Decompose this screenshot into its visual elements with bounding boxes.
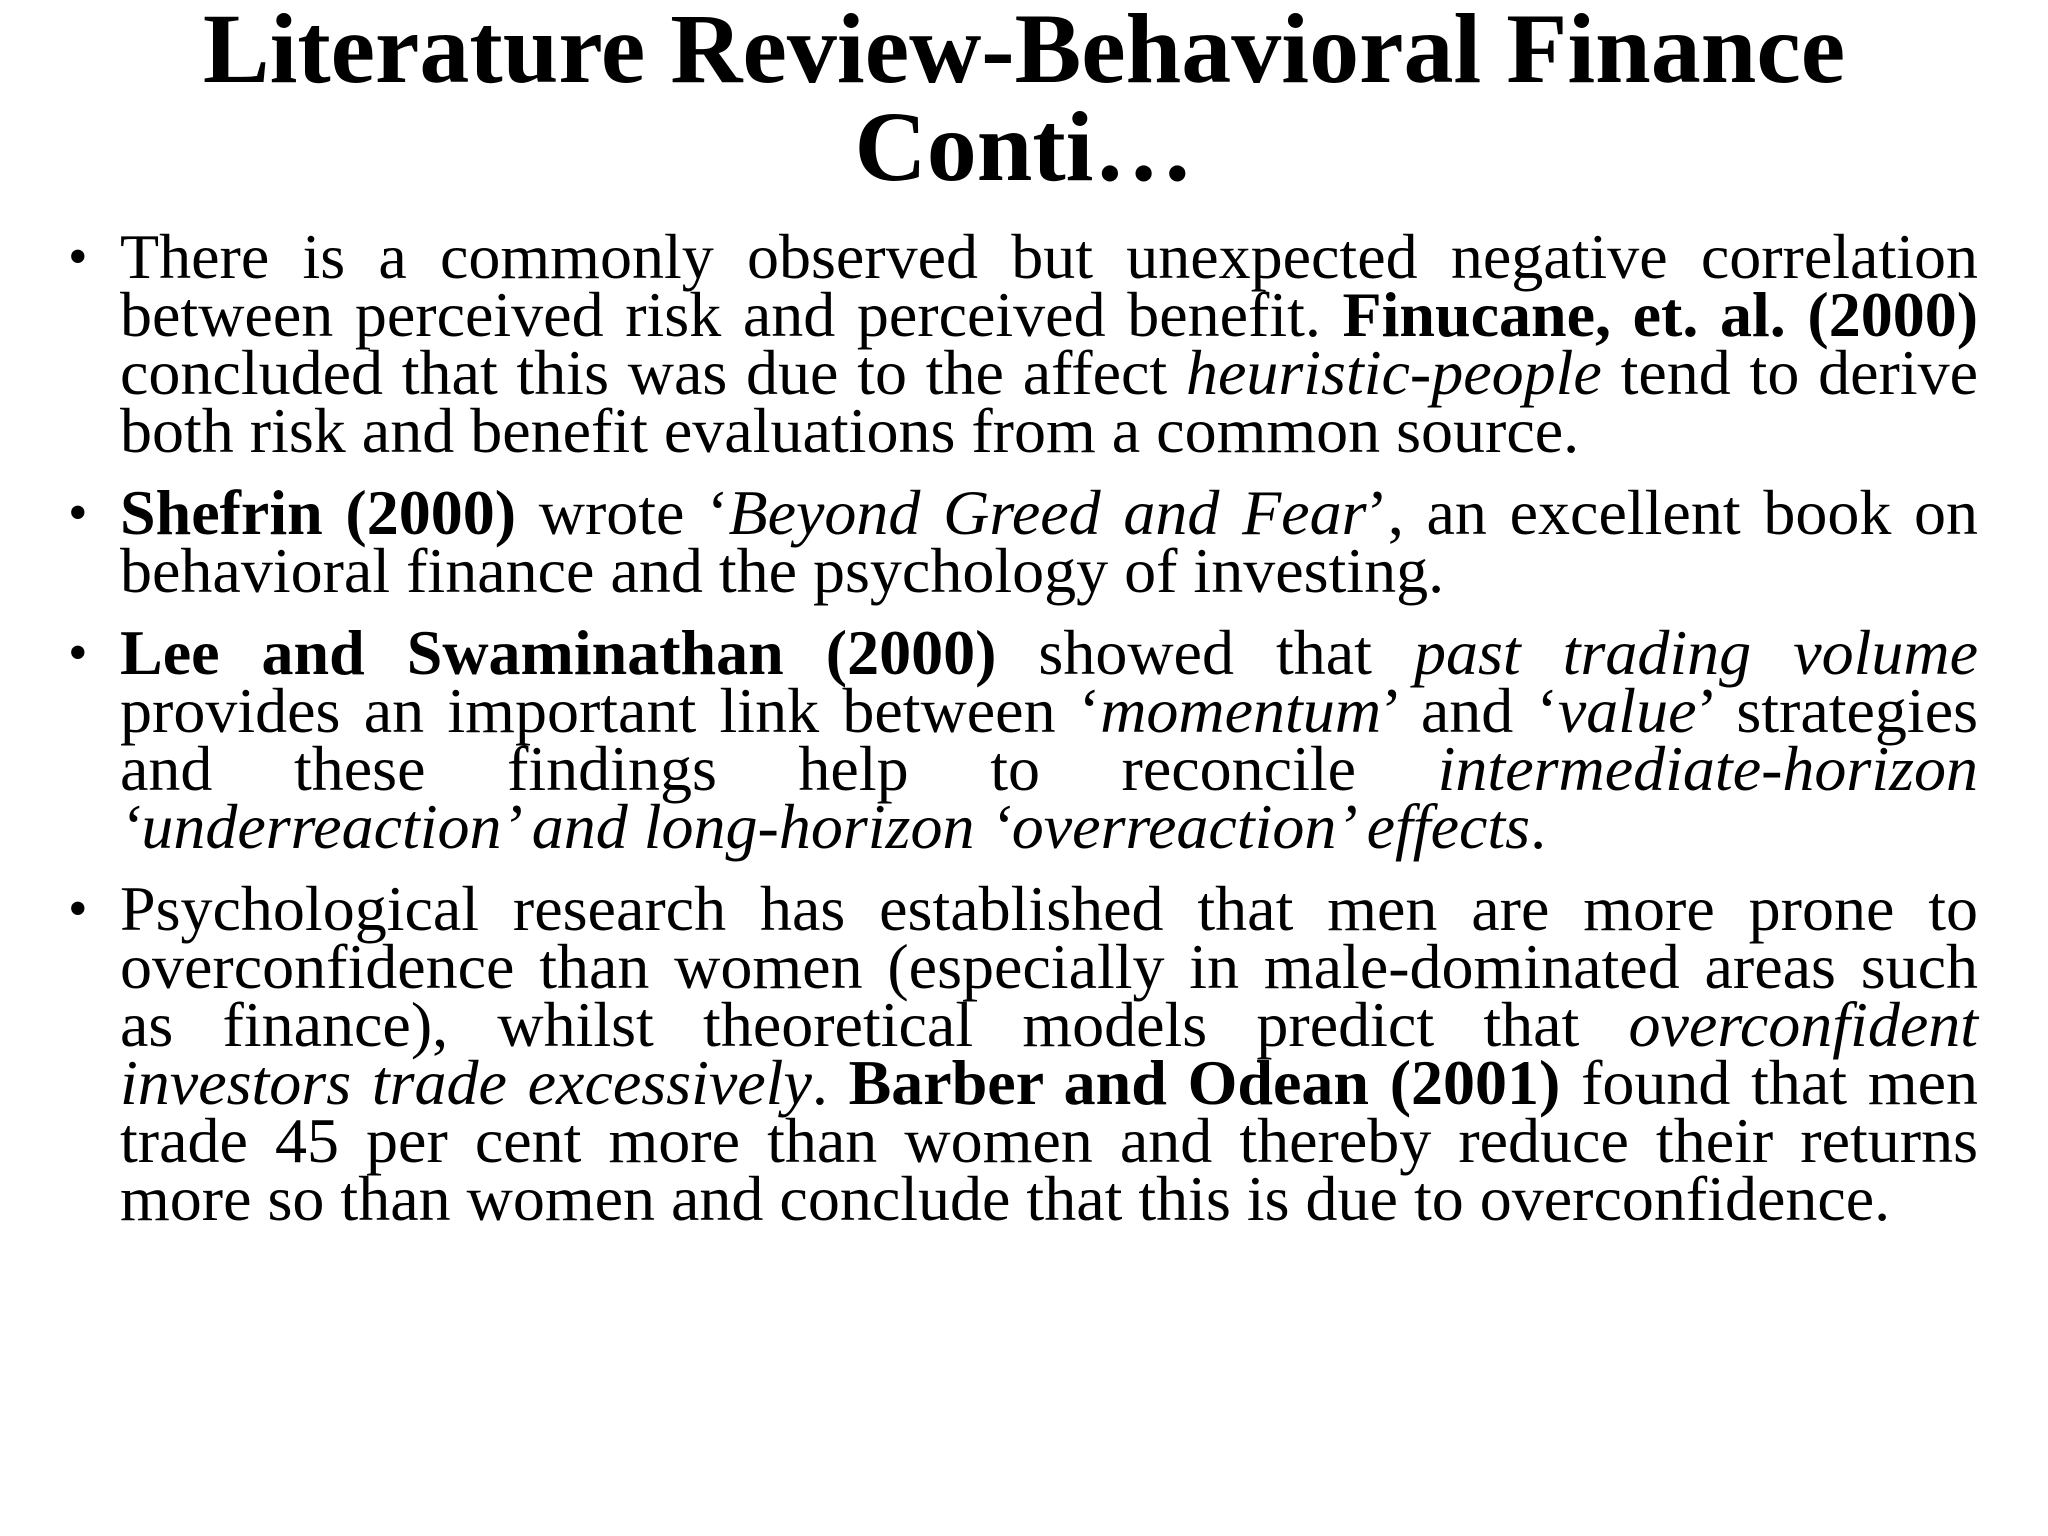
emphasis-text: intermediate-horizon ‘underreaction’ and long-horizon ‘overreaction’ effects — [120, 733, 1978, 862]
bullet-dot: • — [68, 482, 88, 544]
bullet-dot: • — [68, 878, 88, 940]
title-line-1: Literature Review-Behavioral Finance — [202, 0, 1846, 104]
citation-finucane: Finucane, et. al. (2000) — [1342, 279, 1979, 350]
bullet-text: wrote ‘ — [516, 477, 729, 548]
bullet-text: . — [1530, 791, 1547, 862]
bullet-item-shefrin — [62, 477, 1979, 606]
title-line-2: Conti… — [854, 91, 1194, 202]
bullet-item-finucane — [62, 221, 1979, 466]
bullet-dot: • — [68, 226, 88, 288]
citation-barber-odean: Barber and Odean (2001) — [848, 1047, 1561, 1118]
bullet-text: ’, an excellent book on behavioral finance and the psychology of investing. — [120, 477, 1979, 606]
book-title: Beyond Greed and Fear — [728, 477, 1367, 548]
bullet-text: provides an important link between ‘ — [120, 675, 1101, 746]
bullet-text: ’ strategies and these findings help to reconcile — [120, 675, 1979, 804]
emphasis-text: value — [1557, 675, 1697, 746]
bullet-item-barber-odean — [62, 873, 1979, 1234]
bullet-text: Psychological research has established that men are more prone to overconfidence than women (especially in male-dominated areas such as finance), whilst theoretical models predict that — [120, 873, 1978, 1060]
bullet-text: tend to derive both risk and benefit evaluations from a common source. — [120, 337, 1979, 466]
bullet-text: There is a commonly observed but unexpected negative correlation between perceived risk and perceived benefit. — [120, 221, 1978, 350]
emphasis-text: heuristic-people — [1185, 337, 1602, 408]
bullet-item-lee-swaminathan — [62, 617, 1979, 862]
emphasis-text: overconfident investors trade excessively — [120, 989, 1978, 1118]
bullet-text: ’ and ‘ — [1381, 675, 1558, 746]
bullet-list — [62, 221, 1979, 1234]
emphasis-text: past trading volume — [1414, 617, 1979, 688]
bullet-dot: • — [68, 622, 88, 684]
citation-shefrin: Shefrin (2000) — [120, 477, 517, 548]
bullet-text: found that men trade 45 per cent more than women and thereby reduce their returns more so than women and conclude that this is due to overconfidence. — [120, 1047, 1979, 1234]
emphasis-text: momentum — [1100, 675, 1382, 746]
citation-lee-swaminathan: Lee and Swaminathan (2000) — [120, 617, 997, 688]
bullet-text: . — [811, 1047, 849, 1118]
slide-title — [60, 0, 1988, 202]
bullet-text: showed that — [996, 617, 1414, 688]
bullet-text: concluded that this was due to the affect — [120, 337, 1186, 408]
